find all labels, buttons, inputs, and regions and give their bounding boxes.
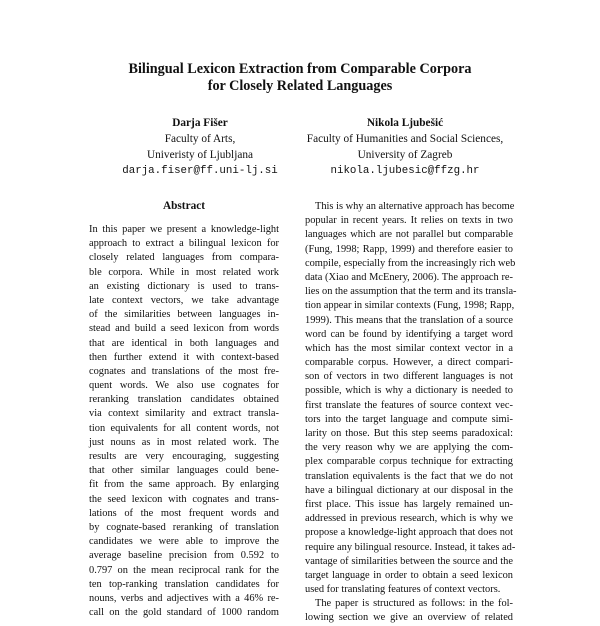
text-line: of the similarities between languages in- (89, 309, 279, 321)
text-line: which has the most similar context vector in a (305, 342, 513, 354)
author-email: darja.fiser@ff.uni-lj.si (122, 165, 278, 177)
text-line: reranking translation candidates obtained (89, 394, 279, 406)
author-name: Darja Fišer (172, 117, 228, 129)
author-affiliation-line: Faculty of Humanities and Social Sciences, (306, 133, 504, 145)
text-line: closely related languages from compara- (89, 252, 279, 264)
text-line: data (Xiao and McEnery, 2006). The approach re- (305, 271, 513, 283)
body-paragraph-1 (305, 200, 517, 597)
text-line: first place. This issue has largely remained un- (305, 498, 513, 510)
text-line: have a bilingual dictionary at our disposal in the (305, 484, 513, 496)
text-line: larity on those. But this step seems paradoxical: (305, 428, 513, 439)
text-line: This is why an alternative approach has become (315, 201, 515, 212)
text-line: tion appear in similar contexts (Fung, 1998; Rapp, (305, 300, 515, 312)
author-email: nikola.ljubesic@ffzg.hr (330, 165, 480, 177)
text-line: lies on the assumption that the term and its transla- (305, 286, 517, 298)
text-line: first translate the features of source context vec- (305, 399, 513, 411)
text-line: then further extend it with context-based (89, 351, 279, 363)
title-line-1: Bilingual Lexicon Extraction from Comparable Corpora (128, 61, 472, 77)
text-line: addressed in previous research, which is why we (305, 513, 513, 525)
author-affiliation-line: University of Zagreb (357, 149, 453, 161)
text-line: average baseline precision from 0.592 to (89, 550, 279, 562)
abstract-body (89, 223, 279, 620)
author-block-1 (100, 115, 300, 179)
text-line: that are identical in both languages and (89, 337, 279, 349)
text-line: (Fung, 1998; Rapp, 1999) and therefore easier to (305, 243, 513, 255)
paper-title (0, 61, 600, 95)
text-line: 0.797 on the mean reciprocal rank for the (89, 564, 279, 576)
text-line: lowing section we give an overview of related (305, 612, 513, 624)
text-line: cognates and translations of the most fre- (89, 365, 279, 377)
text-line: used for translating features of context vectors. (305, 584, 501, 596)
author-name: Nikola Ljubešić (366, 117, 444, 129)
text-line: the seed lexicon with cognates and trans- (89, 493, 279, 505)
body-column-right (305, 200, 517, 626)
text-line: translation equivalents is the fact that we do not (305, 470, 513, 482)
text-line: possible, which is why a dictionary is needed to (305, 385, 513, 397)
text-line: comparable corpus. However, a direct compari- (305, 357, 513, 369)
author-affiliation-line: Univeristy of Ljubljana (146, 149, 254, 161)
text-line: word can be found by identifying a target word (305, 328, 513, 340)
author-block-2 (290, 115, 520, 179)
text-line: vantage of similarities between the source and the (305, 555, 513, 567)
text-line: the very reason why we are applying the com- (305, 442, 513, 454)
text-line: an existing dictionary is used to trans- (89, 280, 279, 292)
text-line: tion equivalents for all content words, not (89, 422, 279, 434)
text-line: 1999). This means that the translation of a source (305, 314, 513, 326)
text-line: call on the gold standard of 1000 random (89, 607, 279, 619)
title-line-2: for Closely Related Languages (207, 78, 393, 94)
author-affiliation-line: Faculty of Arts, (164, 133, 236, 145)
text-line: The paper is structured as follows: in the fol- (315, 598, 513, 610)
text-line: lations of the most frequent words and (89, 507, 279, 519)
text-line: quent words. We also use cognates for (89, 380, 279, 392)
abstract-heading: Abstract (162, 200, 206, 212)
body-paragraph-2 (305, 597, 513, 625)
text-line: stead and build a seed lexicon from words (89, 323, 279, 335)
text-line: languages which are not parallel but comparable (305, 229, 513, 241)
text-line: that other similar languages could bene- (89, 465, 279, 477)
text-line: results are very encouraging, suggesting (89, 451, 279, 462)
text-line: just nouns as in most related work. The (89, 436, 279, 448)
text-line: approach to extract a bilingual lexicon for (89, 238, 279, 250)
text-line: tors into the target language and compute simi- (305, 413, 513, 425)
text-line: ble corpora. While in most related work (89, 266, 279, 278)
text-line: via context similarity and extract transla- (89, 408, 279, 420)
text-line: by cognate-based reranking of translation (89, 521, 279, 533)
text-line: require any bilingual resource. Instead, it takes ad- (305, 541, 516, 553)
text-line: son of vectors in two different languages is not (305, 371, 513, 383)
text-line: fit from the same approach. By enlarging (89, 479, 279, 491)
text-line: nouns, verbs and adjectives with a 46% re- (89, 592, 279, 604)
text-line: candidates we were able to improve the (89, 536, 279, 548)
text-line: target language in order to obtain a seed lexicon (305, 569, 513, 581)
text-line: propose a knowledge-light approach that does not (305, 527, 513, 539)
text-line: ten top-ranking translation candidates for (89, 578, 279, 590)
text-line: popular in recent years. It relies on texts in two (305, 215, 513, 227)
text-line: In this paper we present a knowledge-light (89, 224, 279, 235)
text-line: late context vectors, we take advantage (89, 294, 279, 306)
text-line: compile, especially from the increasingly rich web (305, 257, 516, 269)
text-line: plex comparable corpus technique for extracting (305, 456, 513, 468)
